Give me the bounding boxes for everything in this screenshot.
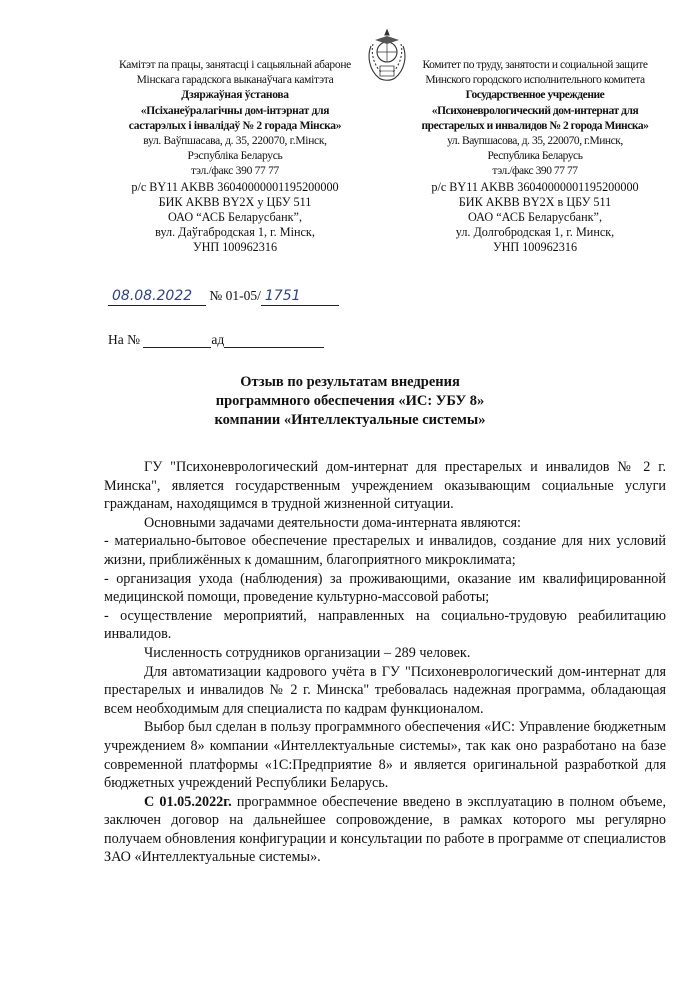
list-item: - осуществление мероприятий, направленных на социально-трудовую реабилитацию инвалидов. <box>104 607 666 643</box>
header-line: ул. Ваупшасова, д. 35, 220070, г.Минск, <box>447 135 623 148</box>
header-line: тэл./факс 390 77 77 <box>492 165 578 178</box>
outgoing-date: 08.08.2022 <box>108 288 206 306</box>
header-line: Камітэт па працы, занятасці і сацыяльнай абароне <box>119 59 351 71</box>
header-line: р/с BY11 AKBB 36040000001195200000 <box>131 179 339 194</box>
header-line: ОАО “АСБ Беларусбанк”, <box>467 210 602 225</box>
outgoing-reference <box>108 288 339 306</box>
letterhead-russian <box>390 58 680 256</box>
incoming-reference <box>108 332 324 348</box>
list-item: - организация ухода (наблюдения) за проживающими, оказание им квалифицированной медицинской помощи, проведение культурно-массовой работы; <box>104 570 666 606</box>
header-line: Дзяржаўная ўстанова <box>181 89 289 102</box>
incoming-from-label: ад <box>211 332 225 347</box>
header-line: ОАО “АСБ Беларусбанк”, <box>167 210 302 225</box>
header-line: Рэспубліка Беларусь <box>187 150 283 163</box>
paragraph <box>104 793 666 867</box>
title-line: программного обеспечения «ИС: УБУ 8» <box>215 393 485 409</box>
header-line: Государственное учреждение <box>465 89 605 102</box>
paragraph: Численность сотрудников организации – 289 человек. <box>144 644 471 661</box>
header-line: УНП 100962316 <box>192 240 278 255</box>
start-date: С 01.05.2022г. <box>144 793 232 810</box>
document-body <box>104 458 666 867</box>
header-line: Республика Беларусь <box>487 150 583 163</box>
header-line: УНП 100962316 <box>492 240 578 255</box>
header-line: вул. Даўгабродская 1, г. Мінск, <box>155 225 315 240</box>
header-line: престарелых и инвалидов № 2 города Минска» <box>421 119 649 132</box>
paragraph-text: программное обеспечение введено в эксплуатацию в полном объеме, заключен договор на дальнейшее сопровождение, в рамках которого мы регулярно получаем обновления конфигурации и консультации по работе в программе от специалистов ЗАО «Интеллектуальные системы». <box>104 793 666 866</box>
paragraph: Выбор был сделан в пользу программного обеспечения «ИС: Управление бюджетным учреждением 8» компании «Интеллектуальные системы», так как оно разработано на базе современной платформы «1С:Предприятие 8» и является оригинальной разработкой для бюджетных учреждений Республики Беларусь. <box>104 719 666 792</box>
list-item: - материально-бытовое обеспечение престарелых и инвалидов, создание для них условий жизни, приближённых к домашним, благоприятного микроклимата; <box>104 533 666 568</box>
header-line: тэл./факс 390 77 77 <box>191 165 279 178</box>
outgoing-number: 1751 <box>261 288 339 306</box>
title-line: Отзыв по результатам внедрения <box>240 374 460 390</box>
header-line: Мінскага гарадскога выканаўчага камітэта <box>136 74 334 87</box>
title-line: компании «Интеллектуальные системы» <box>214 412 486 428</box>
header-line: Комитет по труду, занятости и социальной защите <box>422 59 648 71</box>
header-line: «Псіханеўралагічны дом-інтэрнат для <box>140 104 330 117</box>
header-line: «Психоневрологический дом-интернат для <box>431 104 639 117</box>
letterhead-belarusian <box>85 58 385 256</box>
header-line: вул. Ваўпшасава, д. 35, 220070, г.Мінск, <box>143 135 327 148</box>
header-line: Минского городского исполнительного комитета <box>425 74 645 87</box>
header-line: р/с BY11 AKBB 36040000001195200000 <box>431 179 639 194</box>
outgoing-number-prefix: № 01-05/ <box>209 288 261 303</box>
header-line: састарэлых і інвалідаў № 2 горада Мінска» <box>128 119 342 132</box>
header-line: ул. Долгобродская 1, г. Минск, <box>455 225 615 240</box>
document-title <box>0 373 700 430</box>
incoming-date-blank <box>224 335 324 348</box>
header-line: БИК AKBB BY2X в ЦБУ 511 <box>458 194 612 209</box>
header-line: БИК AKBB BY2X у ЦБУ 511 <box>158 194 312 209</box>
paragraph: ГУ "Психоневрологический дом-интернат для престарелых и инвалидов № 2 г. Минска", является государственным учреждением оказывающим социальные услуги гражданам, находящимся в трудной жизненной ситуации. <box>104 459 666 513</box>
incoming-no-label: На № <box>108 332 140 347</box>
incoming-number-blank <box>143 335 211 348</box>
paragraph: Основными задачами деятельности дома-интерната являются: <box>144 514 521 531</box>
paragraph: Для автоматизации кадрового учёта в ГУ "Психоневрологический дом-интернат для престарелых и инвалидов № 2 г. Минска" требовалась надежная программа, обладающая всем необходимым для специалиста по кадрам функционалом. <box>104 663 666 717</box>
